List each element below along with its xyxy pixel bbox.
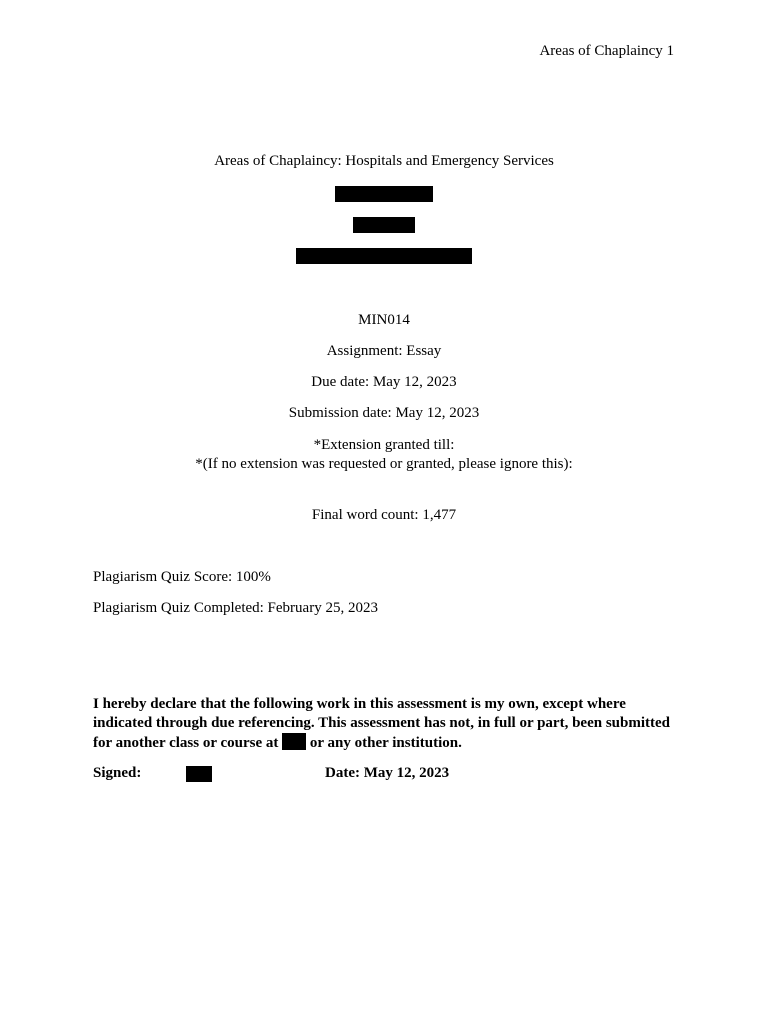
- declaration-text: I hereby declare that the following work in this assessment is my own, except where indicated through due referencing. This assessment has not, in full or part, been submitted for another class or course at: [93, 696, 671, 751]
- redacted-school-name: [282, 733, 306, 750]
- plagiarism-quiz-score: Plagiarism Quiz Score: 100%: [93, 569, 271, 585]
- redacted-signature: [186, 766, 212, 782]
- redacted-student-id: [353, 217, 415, 233]
- signed-label: Signed:: [93, 765, 142, 781]
- due-date: Due date: May 12, 2023: [311, 374, 457, 390]
- declaration-text-end: or any other institution.: [309, 735, 462, 751]
- paper-title: Areas of Chaplaincy: Hospitals and Emergency Services: [214, 153, 554, 169]
- redacted-institution: [296, 248, 472, 264]
- declaration-paragraph: [93, 695, 683, 753]
- extension-instruction: *(If no extension was requested or granted, please ignore this):: [195, 456, 573, 472]
- extension-note: *Extension granted till:: [313, 437, 455, 453]
- declaration-date: Date: May 12, 2023: [325, 765, 450, 781]
- word-count: Final word count: 1,477: [311, 507, 457, 523]
- plagiarism-quiz-completed: Plagiarism Quiz Completed: February 25, 2023: [93, 600, 378, 616]
- course-code: MIN014: [358, 312, 410, 328]
- submission-date: Submission date: May 12, 2023: [288, 405, 480, 421]
- assignment-type: Assignment: Essay: [326, 343, 442, 359]
- running-head: Areas of Chaplaincy 1: [539, 43, 674, 59]
- redacted-author-name: [335, 186, 433, 202]
